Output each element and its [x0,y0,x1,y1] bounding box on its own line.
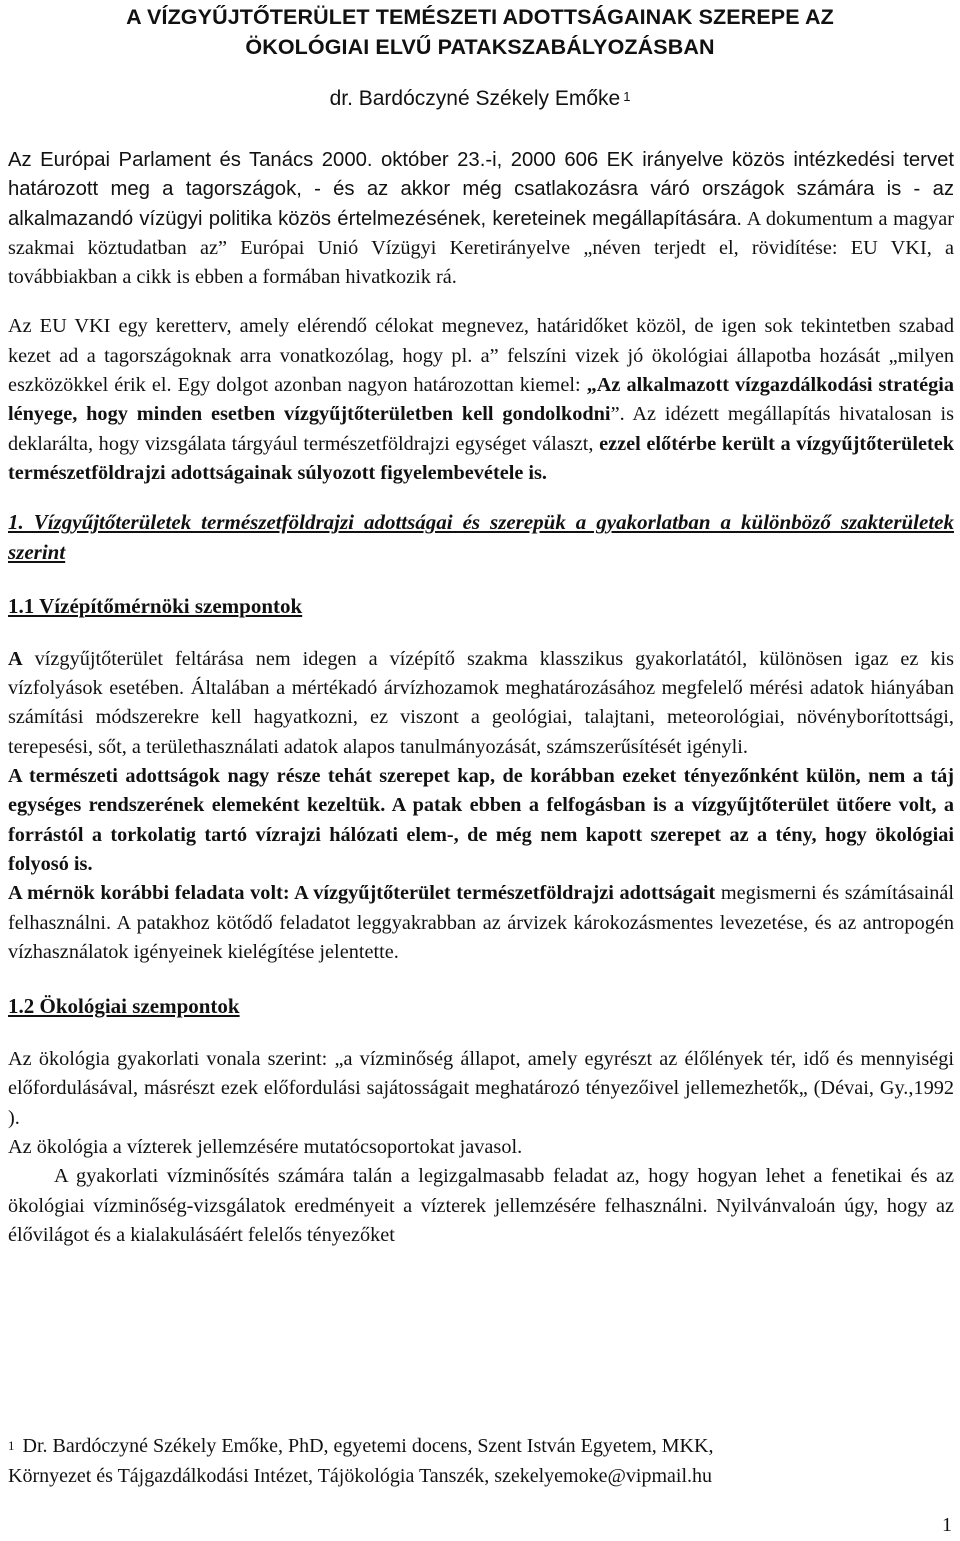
section-1-heading: 1. Vízgyűjtőterületek természetföldrajzi adottságai és szerepük a gyakorlatban a különböző szakterületek szerint [8,510,954,564]
page-number: 1 [942,1514,952,1536]
footnote [8,1432,954,1491]
section-1-2-paragraph-2: Az ökológia a vízterek jellemzésére mutatócsoportokat javasol. [8,1136,523,1159]
title-line-2: ÖKOLÓGIAI ELVŰ PATAKSZABÁLYOZÁSBAN [245,35,715,59]
title-line-1: A VÍZGYŰJTŐTERÜLET TEMÉSZETI ADOTTSÁGAINAK SZEREPE AZ [126,5,834,29]
intro-p2-emphasis: ezzel előtérbe került a vízgyűjtőterületek természetföldrajzi adottságainak súlyozott figyelembevétele is. [8,432,954,484]
section-1-1-paragraph-1 [8,645,954,762]
document-title [0,2,960,62]
footnote-line-1 [8,1432,954,1462]
section-1-1-heading: 1.1 Vízépítőmérnöki szempontok [8,593,303,618]
section-1-1-paragraph-2: A természeti adottságok nagy része tehát szerepet kap, de korábban ezeket tényezőnként külön, nem a táj egységes rendszerének elemeként kezeltük. A patak ebben a felfogásban is a vízgyűjtőterület ütőere volt, a forrástól a torkolatig tartó vízrajzi hálózati elem-, de még nem kapott szerepet az a tény, hogy ökológiai folyosó is. [8,765,954,875]
author-line [0,84,960,114]
intro-paragraph-2 [8,312,954,488]
document-body [8,146,954,1250]
section-1-1-p3-text: megismerni és számításainál felhasználni. A patakhoz kötődő feladatot leggyakrabban az árvizek károkozásmentes levezetése, és az antropogén vízhasználatok igényeinek kielégítése jelentette. [8,882,955,963]
section-1-1-p1-text: vízgyűjtőterület feltárása nem idegen a vízépítő szakma klasszikus gyakorlatától, különösen igaz ez kis vízfolyások esetében. Általában a mértékadó árvízhozamok meghatározásához megfelelő mérési adatok hiányában számítási módszerekre kell hagyatkozni, ez viszont a geológiai, talajtani, meteorológiai, növényborítottsági, terepesési, sőt, a területhasználati adatok alapos tanulmányozását, számszerűsítését igényli. [8,647,954,758]
footnote-line-2: Környezet és Tájgazdálkodási Intézet, Tájökológia Tanszék, szekelyemoke@vipmail.hu [8,1464,713,1487]
footnote-text-1: Dr. Bardóczyné Székely Emőke, PhD, egyetemi docens, Szent István Egyetem, MKK, [22,1435,714,1457]
author-name: dr. Bardóczyné Székely Emőke [329,87,621,110]
section-1-2-paragraph-3: A gyakorlati vízminősítés számára talán a legizgalmasabb feladat az, hogy hogyan lehet a fenetikai és az ökológiai vízminőség-vizsgálatok eredményeit a vízterek jellemzésére felhasználni. Nyilvánvaloán úgy, hogy az élővilágot és a kialakulásáért felelős tényezőket [8,1165,954,1246]
intro-p2-part-c: ”. Az idézett megállapítás hivatalosan is deklarálta, hogy vizsgálata tárgyául természetföldrajzi egységet választ, [8,403,955,455]
intro-paragraph-1 [8,146,954,292]
section-1-1-p1-lead: A [8,647,23,670]
section-1-1-p3-bold: A mérnök korábbi feladata volt: A vízgyűjtőterület természetföldrajzi adottságait [8,882,716,905]
section-1-2-heading: 1.2 Ökológiai szempontok [8,994,240,1019]
footnote-mark: 1 [8,1438,15,1453]
intro-p2-quote: „Az alkalmazott vízgazdálkodási stratégia lényege, hogy minden esetben vízgyűjtőterületben kell gondolkodni [8,374,954,426]
footnote-reference[interactable]: 1 [623,89,631,104]
section-1-1-paragraph-3 [8,879,954,967]
section-1-2-paragraph-1: Az ökológia gyakorlati vonala szerint: „a vízminőség állapot, amely egyrészt az élőlények tér, idő és mennyiségi előfordulásával, másrészt ezek előfordulási sajátosságait meghatározó tényezőivel jellemezhetők„ (Dévai, Gy.,1992 ). [8,1048,954,1129]
intro-paragraph-1-text: Az Európai Parlament és Tanács 2000. október 23.-i, 2000 606 EK irányelve közös intézkedési tervet határozott meg a tagországok, - és az akkor még csatlakozásra váró országok számára is - az alkalmazandó vízügyi politika közös értelmezésének, kereteinek megállapítására. [8,149,954,230]
intro-p2-part-a: Az EU VKI egy keretterv, amely elérendő célokat megnevez, határidőket közöl, de igen sok tekintetben szabad kezet ad a tagországoknak arra vonatkozólag, hogy pl. a” felszíni vizek jó ökológiai állapotba hozását „milyen eszközökkel érik el. Egy dolgot azonban nagyon határozottan kiemel: [8,315,954,397]
intro-paragraph-1-cont: A dokumentum a magyar szakmai köztudatban az” Európai Unió Vízügyi Keretirányelve „néven terjedt el, rövidítése: EU VKI, a továbbiakban a cikk is ebben a formában hivatkozik rá. [8,207,954,289]
